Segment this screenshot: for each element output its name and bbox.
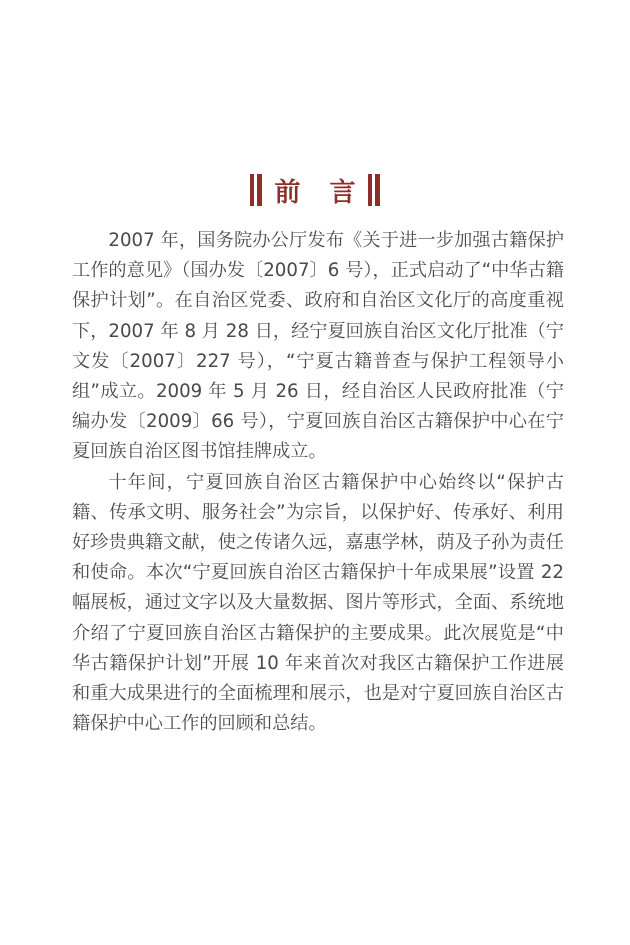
right-double-bar-ornament [368, 174, 380, 206]
heading-title: 前 言 [274, 177, 366, 208]
paragraph-1: 2007 年，国务院办公厅发布《关于进一步加强古籍保护工作的意见》（国办发〔2007〕6 号），正式启动了“中华古籍保护计划”。在自治区党委、政府和自治区文化厅的高度重视下，2007 年 8 月 28 日，经宁夏回族自治区文化厅批准（宁文发〔2007〕227 号），“宁夏古籍普查与保护工程领导小组”成立。2009 年 5 月 26 日，经自治区人民政府批准（宁编办发〔2009〕66 号），宁夏回族自治区古籍保护中心在宁夏回族自治区图书馆挂牌成立。 [72, 230, 564, 463]
section-heading [0, 170, 630, 210]
paragraph-2: 十年间，宁夏回族自治区古籍保护中心始终以“保护古籍、传承文明、服务社会”为宗旨，以保护好、传承好、利用好珍贵典籍文献，使之传诸久远，嘉惠学林，荫及子孙为责任和使命。本次“宁夏回族自治区古籍保护十年成果展”设置 22 幅展板，通过文字以及大量数据、图片等形式，全面、系统地介绍了宁夏回族自治区古籍保护的主要成果。此次展览是“中华古籍保护计划”开展 10 年来首次对我区古籍保护工作进展和重大成果进行的全面梳理和展示，也是对宁夏回族自治区古籍保护中心工作的回顾和总结。 [72, 471, 564, 735]
preface-body [72, 226, 564, 739]
left-double-bar-ornament [250, 174, 262, 206]
